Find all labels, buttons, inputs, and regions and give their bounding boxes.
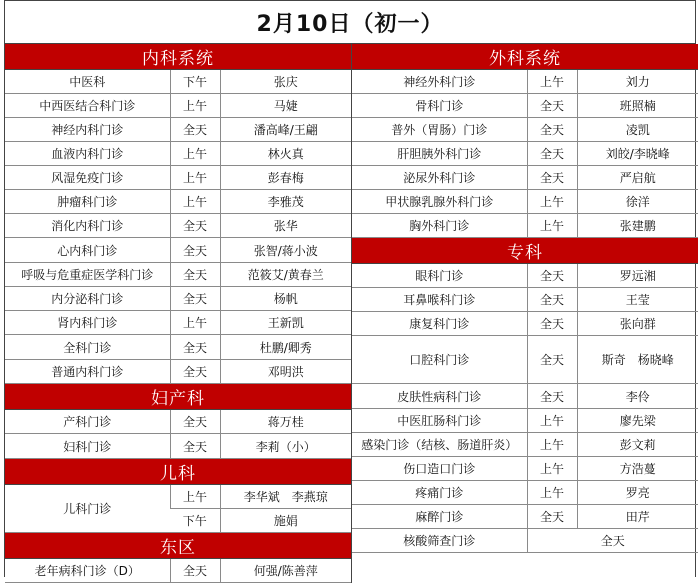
table-row — [5, 263, 351, 287]
session-cell: 上午 — [527, 214, 577, 238]
session-cell: 上午 — [170, 485, 220, 509]
doctor-cell: 张向群 — [577, 312, 698, 336]
doctor-cell: 刘力 — [577, 70, 698, 94]
table-row — [5, 287, 351, 311]
table-row — [352, 529, 698, 553]
section-header-row — [5, 459, 351, 485]
department-cell: 儿科门诊 — [5, 485, 170, 533]
right-column — [351, 44, 697, 583]
table-row — [352, 190, 698, 214]
department-cell: 眼科门诊 — [352, 264, 527, 288]
department-cell: 疼痛门诊 — [352, 481, 527, 505]
table-row — [352, 70, 698, 94]
table-row — [5, 335, 351, 360]
department-cell: 呼吸与危重症医学科门诊 — [5, 263, 170, 287]
table-row — [352, 336, 698, 384]
department-cell: 胸外科门诊 — [352, 214, 527, 238]
session-cell: 上午 — [527, 70, 577, 94]
session-cell: 上午 — [527, 457, 577, 481]
session-cell: 全天 — [170, 335, 220, 360]
session-cell: 全天 — [527, 94, 577, 118]
department-cell: 感染门诊（结核、肠道肝炎） — [352, 433, 527, 457]
doctor-cell: 徐洋 — [577, 190, 698, 214]
doctor-cell: 刘皎/李晓峰 — [577, 142, 698, 166]
table-row — [352, 118, 698, 142]
doctor-cell: 王新凯 — [220, 311, 351, 335]
department-cell: 伤口造口门诊 — [352, 457, 527, 481]
department-cell: 普外（胃肠）门诊 — [352, 118, 527, 142]
department-cell: 全科门诊 — [5, 335, 170, 360]
session-cell: 全天 — [170, 434, 220, 459]
doctor-cell: 蒋万桂 — [220, 410, 351, 434]
table-row — [5, 166, 351, 190]
table-row — [5, 485, 351, 509]
session-cell: 全天 — [170, 214, 220, 238]
table-row — [5, 214, 351, 238]
doctor-cell: 张华 — [220, 214, 351, 238]
section-header-row — [5, 44, 351, 70]
section-dongqu: 东区 — [5, 533, 351, 559]
doctor-cell: 方浩蔓 — [577, 457, 698, 481]
section-header-row — [352, 44, 698, 70]
doctor-cell: 张建鹏 — [577, 214, 698, 238]
doctor-cell: 何强/陈善萍 — [220, 559, 351, 583]
section-header-row — [352, 238, 698, 264]
department-cell: 内分泌科门诊 — [5, 287, 170, 311]
section-fuchan: 妇产科 — [5, 384, 351, 410]
department-cell: 皮肤性病科门诊 — [352, 384, 527, 409]
table-row — [352, 94, 698, 118]
department-cell: 血液内科门诊 — [5, 142, 170, 166]
table-row — [352, 481, 698, 505]
doctor-cell: 范筱艾/黄春兰 — [220, 263, 351, 287]
doctor-cell: 张智/蒋小波 — [220, 238, 351, 263]
session-cell: 全天 — [527, 288, 577, 312]
table-row — [352, 166, 698, 190]
session-cell: 全天 — [527, 118, 577, 142]
table-row — [5, 142, 351, 166]
doctor-cell: 罗亮 — [577, 481, 698, 505]
department-cell: 肝胆胰外科门诊 — [352, 142, 527, 166]
table-row — [352, 312, 698, 336]
table-row — [352, 384, 698, 409]
doctor-cell: 彭春梅 — [220, 166, 351, 190]
session-cell: 全天 — [527, 142, 577, 166]
department-cell: 麻醉门诊 — [352, 505, 527, 529]
session-cell: 上午 — [527, 409, 577, 433]
department-cell: 神经外科门诊 — [352, 70, 527, 94]
table-row — [352, 505, 698, 529]
doctor-cell: 潘高峰/王翩 — [220, 118, 351, 142]
session-cell: 全天 — [170, 559, 220, 583]
doctor-cell: 严启航 — [577, 166, 698, 190]
doctor-cell: 李莉（小） — [220, 434, 351, 459]
table-row — [352, 457, 698, 481]
doctor-cell: 李伶 — [577, 384, 698, 409]
session-cell: 全天 — [170, 287, 220, 311]
table-row — [5, 118, 351, 142]
session-cell: 全天 — [527, 505, 577, 529]
table-row — [5, 70, 351, 94]
department-cell: 核酸筛查门诊 — [352, 529, 527, 553]
department-cell: 中医科 — [5, 70, 170, 94]
doctor-cell: 邓明洪 — [220, 360, 351, 384]
table-row — [5, 410, 351, 434]
session-cell: 上午 — [527, 190, 577, 214]
doctor-cell: 彭文莉 — [577, 433, 698, 457]
table-row — [5, 190, 351, 214]
doctor-cell: 田芹 — [577, 505, 698, 529]
left-column — [5, 44, 351, 583]
table-row — [5, 434, 351, 459]
session-cell: 上午 — [170, 166, 220, 190]
doctor-cell: 马婕 — [220, 94, 351, 118]
department-cell: 妇科门诊 — [5, 434, 170, 459]
section-header-row — [5, 533, 351, 559]
page-title: 2月10日（初一） — [5, 0, 695, 44]
session-cell: 全天 — [170, 263, 220, 287]
department-cell: 消化内科门诊 — [5, 214, 170, 238]
doctor-cell: 林火真 — [220, 142, 351, 166]
doctor-cell: 李雅茂 — [220, 190, 351, 214]
doctor-cell: 李华斌 李燕琼 — [220, 485, 351, 509]
doctor-cell: 王莹 — [577, 288, 698, 312]
table-row — [5, 311, 351, 335]
table-row — [5, 559, 351, 583]
table-row — [5, 94, 351, 118]
doctor-cell: 凌凯 — [577, 118, 698, 142]
department-cell: 神经内科门诊 — [5, 118, 170, 142]
doctor-cell: 杨帆 — [220, 287, 351, 311]
department-cell: 骨科门诊 — [352, 94, 527, 118]
section-erke: 儿科 — [5, 459, 351, 485]
department-cell: 康复科门诊 — [352, 312, 527, 336]
department-cell: 肾内科门诊 — [5, 311, 170, 335]
session-cell: 全天 — [527, 384, 577, 409]
doctor-cell: 罗远湘 — [577, 264, 698, 288]
department-cell: 中医肛肠科门诊 — [352, 409, 527, 433]
session-cell: 全天 — [527, 312, 577, 336]
table-row — [352, 214, 698, 238]
table-row — [5, 360, 351, 384]
doctor-cell: 张庆 — [220, 70, 351, 94]
session-cell: 全天 — [170, 238, 220, 263]
department-cell: 甲状腺乳腺外科门诊 — [352, 190, 527, 214]
department-cell: 普通内科门诊 — [5, 360, 170, 384]
section-neike: 内科系统 — [5, 44, 351, 70]
session-cell: 全天 — [170, 410, 220, 434]
left-table — [5, 44, 351, 583]
table-row — [352, 264, 698, 288]
session-cell: 上午 — [170, 311, 220, 335]
table-row — [352, 142, 698, 166]
table-row — [5, 238, 351, 263]
session-cell: 全天 — [527, 336, 577, 384]
doctor-cell: 班照楠 — [577, 94, 698, 118]
session-cell: 全天 — [527, 264, 577, 288]
table-row — [352, 409, 698, 433]
schedule-sheet — [4, 0, 696, 577]
department-cell: 泌尿外科门诊 — [352, 166, 527, 190]
department-cell: 耳鼻喉科门诊 — [352, 288, 527, 312]
session-cell: 全天 — [527, 166, 577, 190]
section-waike: 外科系统 — [352, 44, 698, 70]
doctor-cell: 杜鹏/卿秀 — [220, 335, 351, 360]
department-cell: 心内科门诊 — [5, 238, 170, 263]
section-zhuanke: 专科 — [352, 238, 698, 264]
session-cell: 上午 — [170, 94, 220, 118]
section-header-row — [5, 384, 351, 410]
department-cell: 肿瘤科门诊 — [5, 190, 170, 214]
right-table — [352, 44, 698, 553]
department-cell: 老年病科门诊（D） — [5, 559, 170, 583]
session-cell: 上午 — [527, 481, 577, 505]
session-cell: 下午 — [170, 70, 220, 94]
session-cell: 全天 — [170, 360, 220, 384]
table-row — [352, 433, 698, 457]
department-cell: 产科门诊 — [5, 410, 170, 434]
table-row — [352, 288, 698, 312]
doctor-cell: 廖先梁 — [577, 409, 698, 433]
session-cell: 全天 — [170, 118, 220, 142]
session-cell: 全天 — [527, 529, 698, 553]
session-cell: 上午 — [527, 433, 577, 457]
department-cell: 口腔科门诊 — [352, 336, 527, 384]
session-cell: 下午 — [170, 509, 220, 533]
department-cell: 风湿免疫门诊 — [5, 166, 170, 190]
doctor-cell: 斯奇 杨晓峰 — [577, 336, 698, 384]
session-cell: 上午 — [170, 142, 220, 166]
department-cell: 中西医结合科门诊 — [5, 94, 170, 118]
session-cell: 上午 — [170, 190, 220, 214]
doctor-cell: 施娟 — [220, 509, 351, 533]
